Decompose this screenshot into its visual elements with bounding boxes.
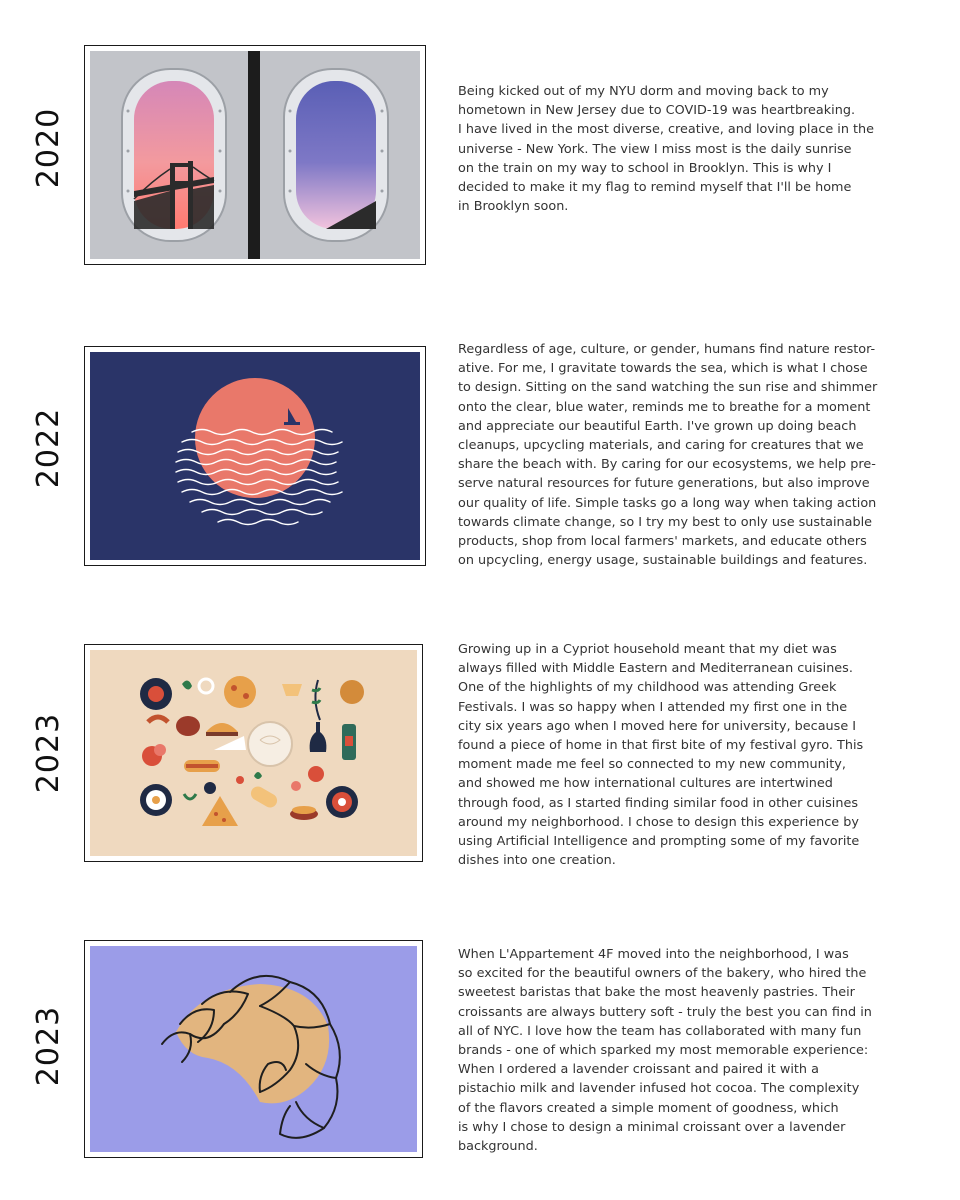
- year-label: 2020: [31, 107, 66, 189]
- train-windows-illustration: [90, 51, 420, 259]
- year-label: 2023: [31, 712, 66, 794]
- year-label: 2022: [31, 407, 66, 489]
- entry-description: Regardless of age, culture, or gender, humans find nature restor- ative. For me, I gravitate towards the sea, which is what I chose to design. Sitting on the sand watching the sun rise and shimmer onto the clear, blue water, reminds me to breathe for a moment and appreciate our beautiful Earth. I've grown up doing beach cleanups, upcycling materials, and caring for creatures that we share the beach with. By caring for our ecosystems, we help pre- serve natural resources for future generations, but also improve our quality of life. Simple tasks go a long way when taking action towards climate change, so I try my best to only use sustainable products, shop from local farmers' markets, and educate others on upcycling, energy usage, sustainable buildings and features.: [458, 342, 878, 569]
- artwork-frame: [84, 940, 423, 1158]
- croissant-illustration: [90, 946, 417, 1152]
- artwork-frame: [84, 346, 426, 566]
- entry-description: Growing up in a Cypriot household meant that my diet was always filled with Middle Eastern and Mediterranean cuisines. One of the highlights of my childhood was attending Greek Festivals. I was so happy when I attended my first one in the city six years ago when I moved here for university, because I found a piece of home in that first bite of my festival gyro. This moment made me feel so connected to my new community, and showed me how international cultures are intertwined through food, as I started finding similar food in other cuisines around my neighborhood. I chose to design this experience by using Artificial Intelligence and prompting some of my favorite dishes into one creation.: [458, 642, 864, 869]
- artwork-frame: [84, 644, 423, 862]
- food-collage-illustration: [90, 650, 417, 856]
- entry-description: Being kicked out of my NYU dorm and moving back to my hometown in New Jersey due to COVID-19 was heartbreaking. I have lived in the most diverse, creative, and loving place in the universe - New York. The view I miss most is the daily sunrise on the train on my way to school in Brooklyn. This is why I decided to make it my flag to remind myself that I'll be home in Brooklyn soon.: [458, 84, 875, 215]
- year-label: 2023: [31, 1005, 66, 1087]
- artwork-frame: [84, 45, 426, 265]
- sun-sea-illustration: [90, 352, 420, 560]
- entry-description: When L'Appartement 4F moved into the neighborhood, I was so excited for the beautiful owners of the bakery, who hired the sweetest baristas that bake the most heavenly pastries. Their croissants are always buttery soft - truly the best you can find in all of NYC. I love how the team has collaborated with many fun brands - one of which sparked my most memorable experience: When I ordered a lavender croissant and paired it with a pistachio milk and lavender infused hot cocoa. The complexity of the flavors created a simple moment of goodness, which is why I chose to design a minimal croissant over a lavender background.: [458, 947, 872, 1155]
